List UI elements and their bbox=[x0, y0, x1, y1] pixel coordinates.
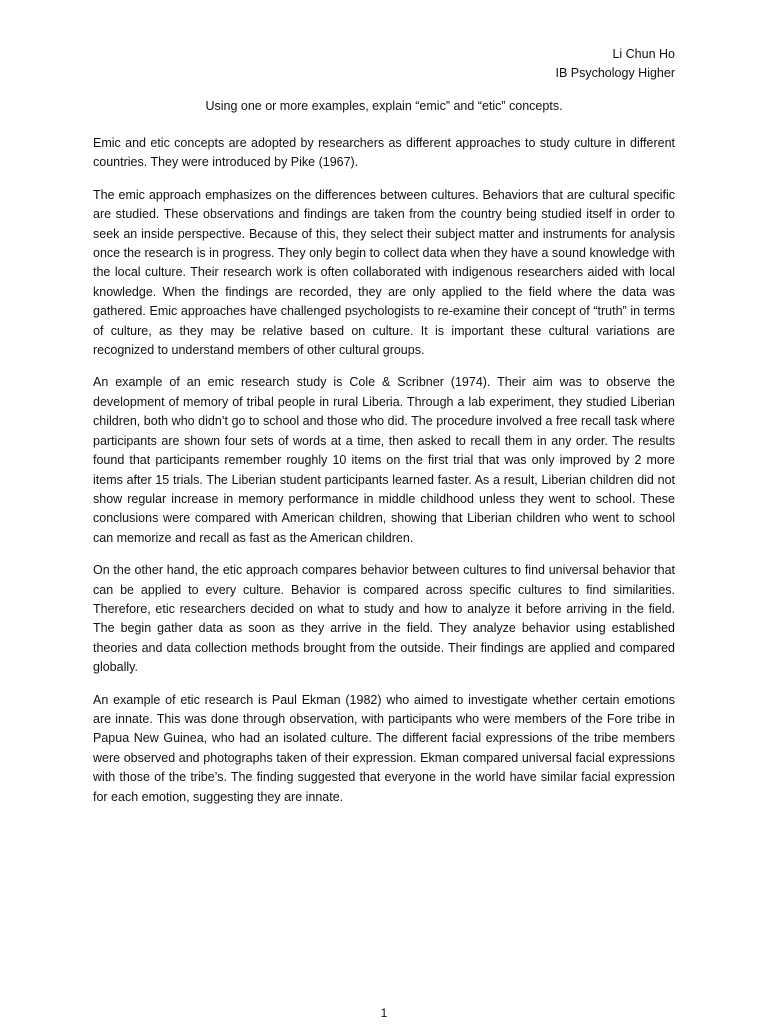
paragraph-etic-example: An example of etic research is Paul Ekman (1982) who aimed to investigate whether certain emotions are innate. This was done through observation, with participants who were members of the Fore tribe in Papua New Guinea, who had an isolated culture. The different facial expressions of the tribe members were observed and photographs taken of their expression. Ekman compared universal facial expressions with those of the tribe’s. The finding suggested that everyone in the world have similar facial expression for each emotion, suggesting they are innate. bbox=[93, 692, 675, 804]
author-name: Li Chun Ho bbox=[612, 47, 675, 61]
header-block bbox=[555, 45, 675, 83]
course-name: IB Psychology Higher bbox=[555, 66, 675, 80]
essay-title: Using one or more examples, explain “emic” and “etic” concepts. bbox=[205, 99, 563, 113]
paragraph-emic-approach: The emic approach emphasizes on the differences between cultures. Behaviors that are cultural specific are studied. These observations and findings are taken from the country being studied itself in order to seek an inside perspective. Because of this, they select their subject matter and instruments for analysis once the research is in progress. They only begin to collect data when they have a sound knowledge with the local culture. Their research work is often collaborated with indigenous researchers aided with local knowledge. When the findings are recorded, they are only applied to the field where the data was gathered. Emic approaches have challenged psychologists to re-examine their concept of “truth” in terms of culture, as they may be relative based on culture. It is important these cultural variations are recognized to understand members of other cultural groups. bbox=[93, 187, 675, 358]
paragraph-emic-example: An example of an emic research study is Cole & Scribner (1974). Their aim was to observe the development of memory of tribal people in rural Liberia. Through a lab experiment, they studied Liberian children, both who didn’t go to school and those who did. The procedure involved a free recall task where participants are shown four sets of words at a time, then asked to recall them in any order. The results found that participants remember roughly 10 items on the first trial that was only improved by 2 more items after 15 trials. The Liberian student participants learned faster. As a result, Liberian children did not show regular increase in memory performance in middle childhood unless they went to school. These conclusions were compared with American children, showing that Liberian children who went to school can memorize and recall as fast as the American children. bbox=[93, 375, 675, 545]
page-number: 1 bbox=[380, 1006, 388, 1020]
paragraph-intro: Emic and etic concepts are adopted by researchers as different approaches to study culture in different countries. They were introduced by Pike (1967). bbox=[93, 136, 675, 170]
essay-body bbox=[93, 134, 675, 820]
paragraph-etic-approach: On the other hand, the etic approach compares behavior between cultures to find universal behavior that can be applied to every culture. Behavior is compared across specific cultures to find similarities. Therefore, etic researchers decided on what to study and how to analyze it before arriving in the field. The begin gather data as soon as they arrive in the field. They analyze behavior using established theories and data collection methods brought from the outside. Their findings are applied and compared globally. bbox=[93, 563, 675, 675]
